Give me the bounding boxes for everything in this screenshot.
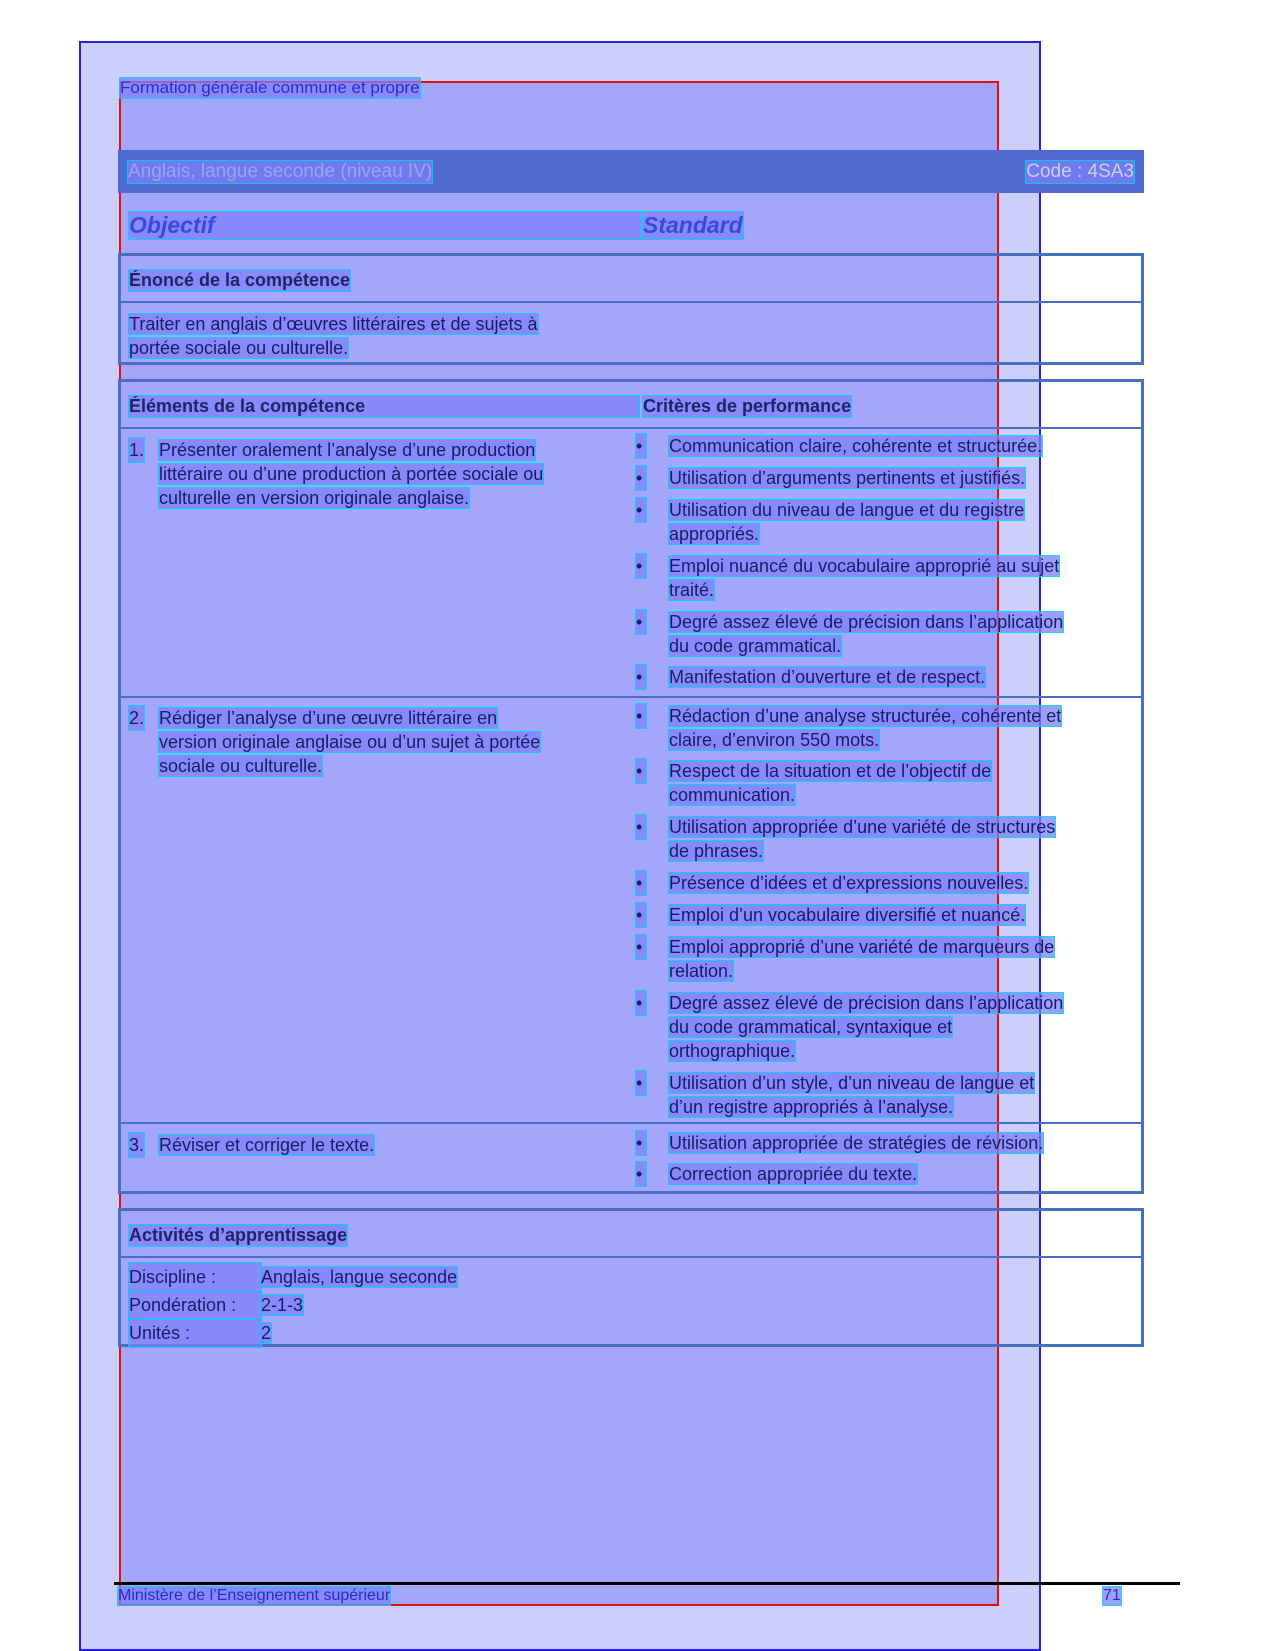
ponderation-value: 2-1-3 bbox=[261, 1295, 304, 1315]
enonce-text bbox=[129, 312, 538, 360]
section-line: Formation générale commune et propre bbox=[120, 78, 420, 97]
enonce-header bbox=[121, 256, 1141, 303]
elements-box: Éléments de la compétence Critères de performance 1. Présenter oralement l’analyse d’une production littéraire ou d’une production à portée sociale ou culturelle en version originale anglaise. • Communication claire, cohérente et structurée. • Utilisation d’arguments pertinents et justifiés. • Utilisation du niveau de langue et du registre appropriés. • Emploi nuancé du vocabulaire approprié au sujet traité. • Degré assez élevé de précision dans l’application du code grammatical. • Manifestation d’ouverture et de respect. 2. Rédiger l’analyse d’une œuvre littéraire en version originale anglaise ou d’un sujet à portée sociale ou culturelle. • Rédaction d’une analyse structurée, cohérente et claire, d’environ 550 mots. • Respect de la situation et de l’objectif de communication. • Utilisation appropriée d’une variété de structures de phrases. • Présence d’idées et d’expressions nouvelles. • Emploi d’un vocabulaire diversifié et nuancé. • Emploi approprié d’une variété de marqueurs de relation. • Degré assez élevé de précision dans l’application du code grammatical, syntaxique et orthographique. • Utilisation d’un style, d’un niveau de langue et d’un registre appropriés à l’analyse. 3. Réviser et corriger le texte. • Utilisation appropriée de stratégies de révision. • Correction appropriée du texte. bbox=[118, 379, 1144, 1194]
elements-heading: Éléments de la compétence bbox=[129, 396, 639, 417]
activites-heading: Activités d’apprentissage bbox=[129, 1225, 348, 1245]
activites-box bbox=[118, 1208, 1144, 1347]
discipline-label: Discipline : bbox=[129, 1263, 261, 1291]
element-line: Réviser et corriger le texte. bbox=[159, 1135, 375, 1155]
page-number: 71 bbox=[1103, 1587, 1121, 1604]
criteres-heading: Critères de performance bbox=[643, 396, 852, 416]
activites-header bbox=[121, 1211, 1141, 1258]
element-line: sociale ou culturelle. bbox=[159, 756, 323, 776]
course-code: Code : 4SA3 bbox=[1026, 161, 1134, 182]
footer-ministry: Ministère de l’Enseignement supérieur bbox=[118, 1587, 391, 1604]
footer-rule bbox=[114, 1582, 1180, 1585]
row-separator bbox=[121, 1122, 1141, 1124]
unites-value: 2 bbox=[261, 1323, 272, 1343]
ponderation-label: Pondération : bbox=[129, 1291, 261, 1319]
enonce-box bbox=[118, 253, 1144, 365]
unites-label: Unités : bbox=[129, 1319, 261, 1347]
element-number: 3. bbox=[129, 1135, 145, 1155]
element-number: 2. bbox=[129, 708, 145, 728]
elements-header bbox=[121, 382, 1141, 429]
discipline-value: Anglais, langue seconde bbox=[261, 1267, 458, 1287]
enonce-heading: Énoncé de la compétence bbox=[129, 270, 351, 290]
objectif-heading: Objectif bbox=[129, 212, 641, 239]
activites-details bbox=[129, 1263, 457, 1347]
element-line: Présenter oralement l’analyse d’une production bbox=[159, 440, 536, 460]
element-line: version originale anglaise ou d’un sujet à portée bbox=[159, 732, 541, 752]
standard-heading: Standard bbox=[643, 212, 743, 238]
element-line: littéraire ou d’une production à portée sociale ou bbox=[159, 464, 544, 484]
title-bar bbox=[118, 150, 1144, 193]
enonce-line: portée sociale ou culturelle. bbox=[129, 338, 349, 358]
element-number: 1. bbox=[129, 440, 145, 460]
enonce-line: Traiter en anglais d’œuvres littéraires et de sujets à bbox=[129, 314, 538, 334]
row-separator bbox=[121, 696, 1141, 698]
element-line: culturelle en version originale anglaise. bbox=[159, 488, 470, 508]
element-line: Rédiger l’analyse d’une œuvre littéraire en bbox=[159, 708, 498, 728]
course-title: Anglais, langue seconde (niveau IV) bbox=[128, 161, 433, 182]
